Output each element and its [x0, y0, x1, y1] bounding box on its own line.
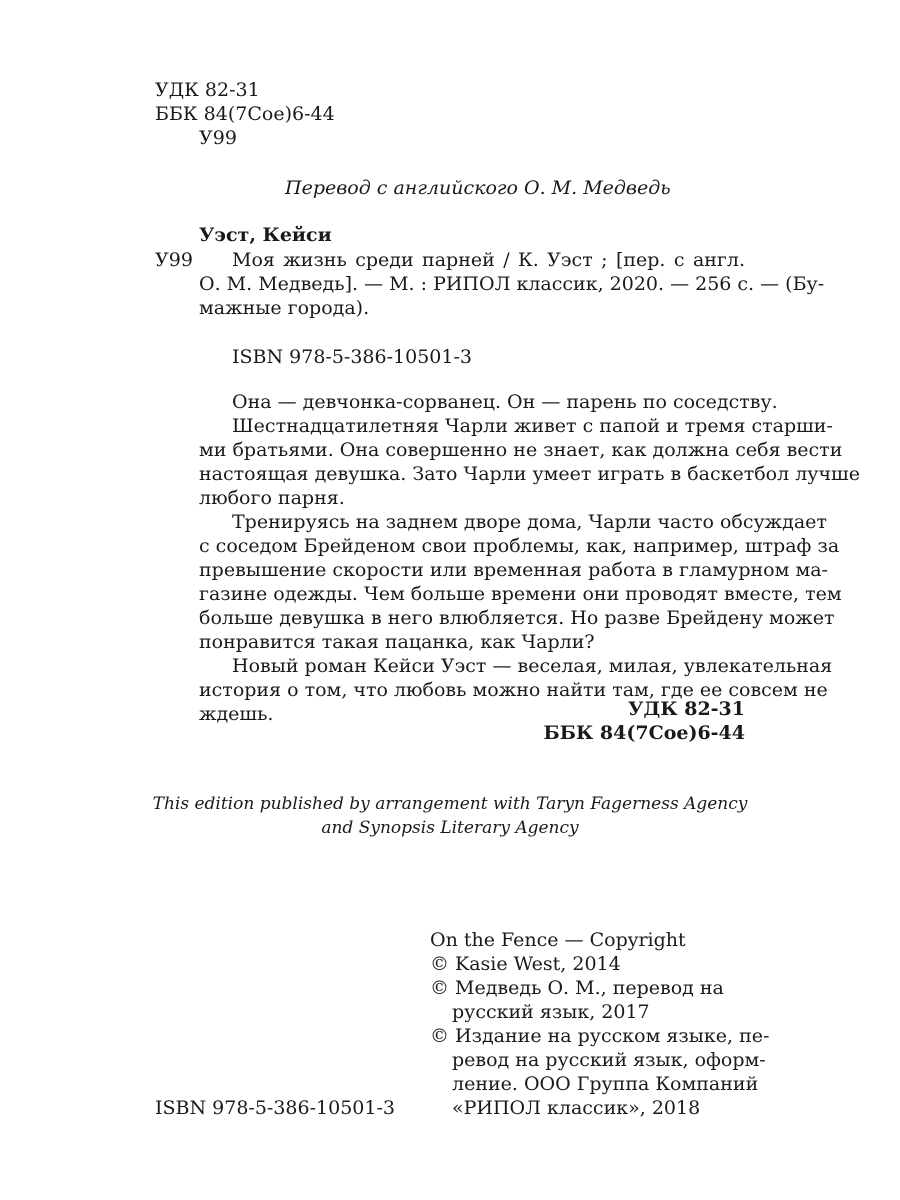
- bibliography-line: Моя жизнь среди парней / К. Уэст ; [пер. с англ.: [232, 249, 745, 271]
- translation-note: Перевод с английского О. М. Медведь: [285, 177, 671, 199]
- annotation-line: превышение скорости или временная работа в гламурном ма-: [199, 559, 828, 581]
- annotation-line: настоящая девушка. Зато Чарли умеет играть в баскетбол лучше: [199, 463, 860, 485]
- copyright-line: © Издание на русском языке, пе-: [430, 1025, 770, 1047]
- annotation-line: история о том, что любовь можно найти там, где ее совсем не: [199, 679, 828, 701]
- classification-udk: УДК 82-31: [628, 698, 745, 720]
- copyright-line: ревод на русский язык, оформ-: [452, 1049, 766, 1071]
- classification-bbk: ББК 84(7Сое)6-44: [543, 722, 745, 744]
- annotation-line: больше девушка в него влюбляется. Но разве Брейдену может: [199, 607, 835, 629]
- header-udk: УДК 82-31: [155, 79, 260, 101]
- copyright-line: «РИПОЛ классик», 2018: [452, 1097, 701, 1119]
- entry-author-mark: У99: [155, 249, 193, 271]
- annotation-line: Она — девчонка-сорванец. Он — парень по соседству.: [232, 391, 778, 413]
- copyright-line: © Медведь О. М., перевод на: [430, 977, 724, 999]
- entry-author: Уэст, Кейси: [199, 224, 332, 246]
- copyright-line: © Kasie West, 2014: [430, 953, 621, 975]
- annotation-line: Шестнадцатилетняя Чарли живет с папой и тремя старши-: [232, 415, 833, 437]
- edition-note-line1: This edition published by arrangement with Taryn Fagerness Agency: [152, 794, 748, 814]
- header-author-mark: У99: [199, 127, 237, 149]
- annotation-line: с соседом Брейденом свои проблемы, как, например, штраф за: [199, 535, 840, 557]
- annotation-line: Новый роман Кейси Уэст — веселая, милая, увлекательная: [232, 655, 833, 677]
- annotation-line: Тренируясь на заднем дворе дома, Чарли часто обсуждает: [232, 511, 827, 533]
- annotation-line: газине одежды. Чем больше времени они проводят вместе, тем: [199, 583, 842, 605]
- annotation-line: любого парня.: [199, 487, 345, 509]
- edition-note-line2: and Synopsis Literary Agency: [321, 818, 579, 838]
- copyright-line: ление. ООО Группа Компаний: [452, 1073, 759, 1095]
- annotation-line: понравится такая пацанка, как Чарли?: [199, 631, 595, 653]
- entry-isbn: ISBN 978-5-386-10501-3: [232, 346, 472, 368]
- copyright-line: русский язык, 2017: [452, 1001, 650, 1023]
- header-bbk: ББК 84(7Сое)6-44: [155, 103, 335, 125]
- copyright-line: On the Fence — Copyright: [430, 929, 686, 951]
- bottom-isbn: ISBN 978-5-386-10501-3: [155, 1097, 395, 1119]
- bibliography-line: О. М. Медведь]. — М. : РИПОЛ классик, 2020. — 256 с. — (Бу-: [199, 273, 825, 295]
- annotation-line: ми братьями. Она совершенно не знает, как должна себя вести: [199, 439, 843, 461]
- annotation-line: ждешь.: [199, 703, 274, 725]
- bibliography-line: мажные города).: [199, 297, 370, 319]
